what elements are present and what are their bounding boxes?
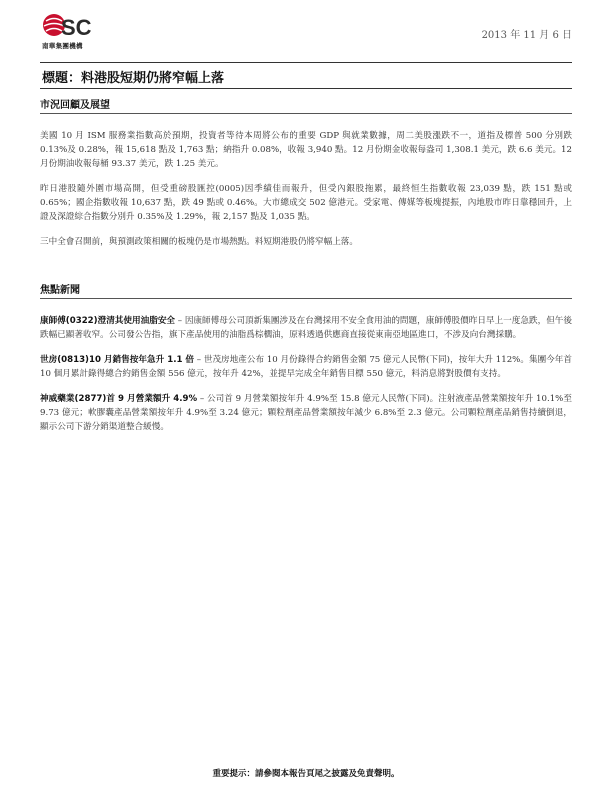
- news-text: – 因康師傅母公司頂新集團涉及在台灣採用不安全食用油的問題，康師傅股價昨日早上一度急跌，但午後跌幅已顯著收窄。公司發公告指，旗下產品使用的油脂爲棕櫚油，原料透過供應商直接從東南亞地區進口，不涉及向台灣採購。: [40, 316, 573, 340]
- news-headline: 康師傅(0322)澄清其使用油脂安全: [40, 316, 176, 326]
- report-title: 標題：料港股短期仍將窄幅上落: [42, 71, 225, 86]
- news-headline: 世房(0813)10 月銷售按年急升 1.1 倍: [40, 355, 195, 365]
- company-logo: [40, 12, 114, 52]
- market-review-paragraph: 昨日港股隨外圍市場高開，但受重磅股匯控(0005)因季績佳而報升，但受內銀股拖累，最終恒生指數收報 23,039 點，跌 151 點或 0.65%；國企指數收報 10,637 點，跌 49 點或 0.46%。大市總成交 502 億港元。受家電、傳媒等板塊提振，內地股市昨日靠穩回升，上證及深證綜合指數分別升 0.35%及 1.29%，報 2,157 點及 1,035 點。: [40, 184, 572, 222]
- focus-news-heading: 焦點新聞: [40, 281, 572, 299]
- market-review-paragraph: 三中全會召開前，與預測政策相關的板塊仍是市場熱點。料短期港股仍將窄幅上落。: [40, 237, 358, 247]
- news-text: – 公司首 9 月營業額按年升 4.9%至 15.8 億元人民幣(下同)。注射液產品營業額按年升 10.1%至 9.73 億元；軟膠囊產品營業額按年升 4.9%至 3.24 億元；顆粒劑產品營業額按年減少 6.8%至 2.3 億元。公司顆粒劑產品銷售持續倒退，顯示公司下游分銷渠道整合緩慢。: [40, 394, 572, 432]
- report-date: 2013 年 11 月 6 日: [481, 30, 572, 41]
- logo-letters: SC: [61, 15, 92, 40]
- report-header: [40, 12, 572, 52]
- market-review-paragraph: 美國 10 月 ISM 服務業指數高於預期，投資者等待本周將公布的重要 GDP 與就業數據，周二美股漲跌不一，道指及標普 500 分別跌 0.13%及 0.28%，報 15,618 點及 1,763 點；納指升 0.08%，收報 3,940 點。12 月份期金收報每盎司 1,308.1 美元，跌 6.6 美元。12 月份期油收報每桶 93.37 美元，跌 1.25 美元。: [40, 131, 572, 169]
- disclaimer-note: 重要提示：請參閱本報告頁尾之披露及免責聲明。: [212, 769, 400, 779]
- news-item: [40, 392, 572, 434]
- news-headline: 神威藥業(2877)首 9 月營業額升 4.9%: [40, 394, 198, 404]
- title-bar: [40, 62, 572, 89]
- news-text: – 世茂房地產公布 10 月份錄得合約銷售金額 75 億元人民幣(下同)，按年大升 112%。集團今年首 10 個月累計錄得總合約銷售金額 556 億元，按年升 42%，並提早完成全年銷售目標 550 億元，料消息將對股價有支持。: [40, 355, 572, 379]
- logo-subtitle: 南華集團機構: [42, 42, 83, 50]
- logo-graphic: [40, 12, 114, 42]
- news-item: [40, 314, 572, 342]
- market-review-heading: 市況回顧及展望: [40, 96, 572, 114]
- news-item: [40, 353, 572, 381]
- report-body: [40, 96, 572, 434]
